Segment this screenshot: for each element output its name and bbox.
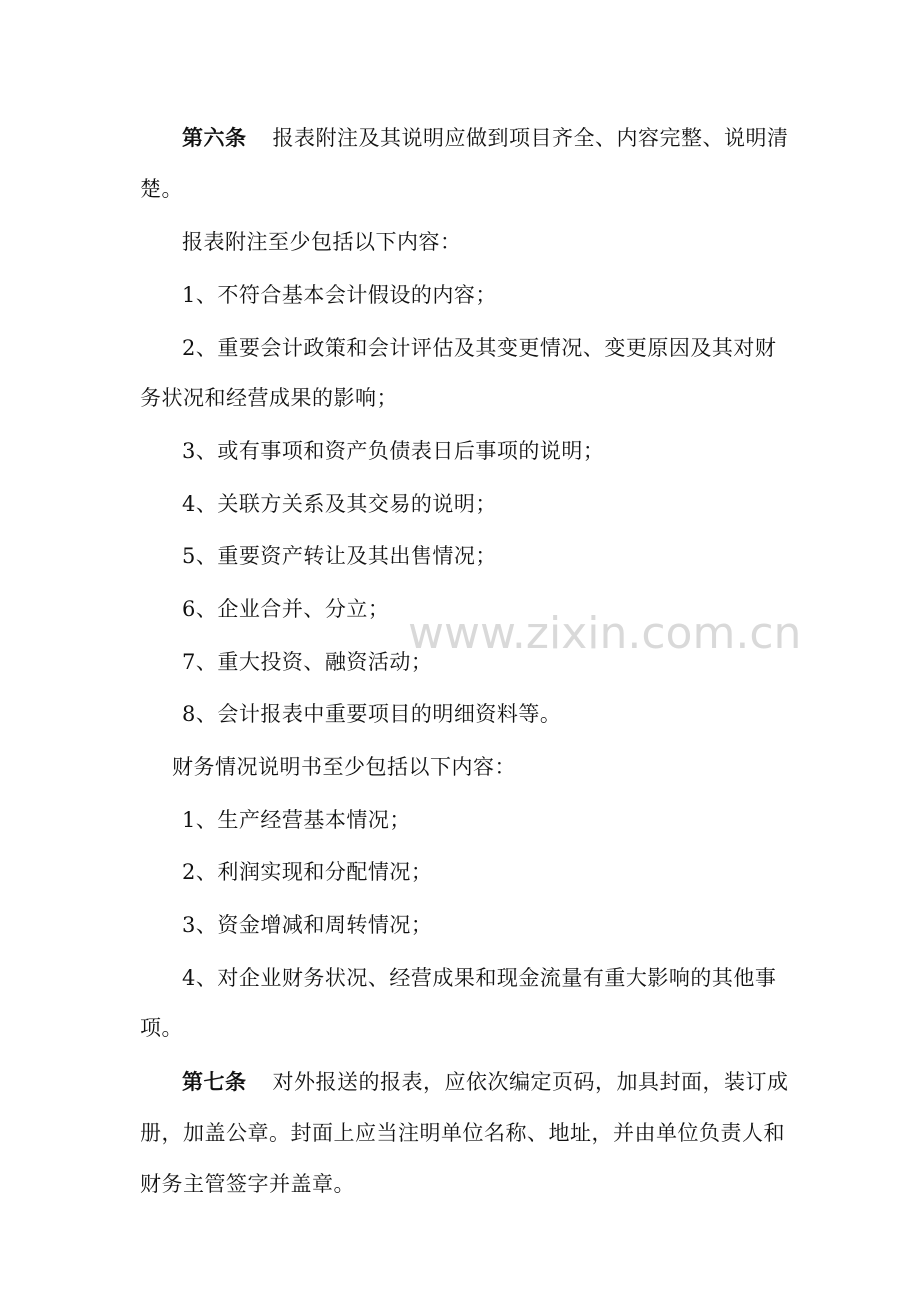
article6-text-1: 报表附注及其说明应做到项目齐全、内容完整、说明清 (272, 126, 789, 150)
article7-text-1: 对外报送的报表，应依次编定页码，加具封面，装订成 (272, 1070, 789, 1094)
notes-item-8: 8、会计报表中重要项目的明细资料等。 (182, 702, 562, 726)
notes-item-2: 2、重要会计政策和会计评估及其变更情况、变更原因及其对财 (182, 336, 777, 360)
statement-item-4-cont: 项。 (140, 1016, 183, 1040)
watermark: www.zixin.com.cn (408, 608, 802, 659)
notes-item-2-cont: 务状况和经营成果的影响； (140, 386, 398, 410)
notes-item-6: 6、企业合并、分立； (182, 597, 390, 621)
notes-item-5: 5、重要资产转让及其出售情况； (182, 544, 497, 568)
notes-intro: 报表附注至少包括以下内容： (182, 230, 462, 254)
notes-item-4: 4、关联方关系及其交易的说明； (182, 492, 497, 516)
notes-item-3: 3、或有事项和资产负债表日后事项的说明； (182, 439, 605, 463)
article7-heading: 第七条 (182, 1069, 247, 1094)
notes-item-1: 1、不符合基本会计假设的内容； (182, 283, 497, 307)
statement-item-2: 2、利润实现和分配情况； (182, 860, 433, 884)
article7-line3: 财务主管签字并盖章。 (140, 1172, 355, 1196)
statement-item-3: 3、资金增减和周转情况； (182, 913, 433, 937)
notes-item-7: 7、重大投资、融资活动； (182, 650, 433, 674)
statement-intro: 财务情况说明书至少包括以下内容： (172, 755, 516, 779)
article7-line1 (182, 1068, 842, 1096)
article6-line2: 楚。 (140, 177, 183, 201)
statement-item-1: 1、生产经营基本情况； (182, 808, 411, 832)
statement-item-4: 4、对企业财务状况、经营成果和现金流量有重大影响的其他事 (182, 966, 777, 990)
article7-line2: 册，加盖公章。封面上应当注明单位名称、地址，并由单位负责人和 (140, 1121, 785, 1145)
article6-line1 (182, 124, 842, 152)
article6-heading: 第六条 (182, 125, 247, 150)
